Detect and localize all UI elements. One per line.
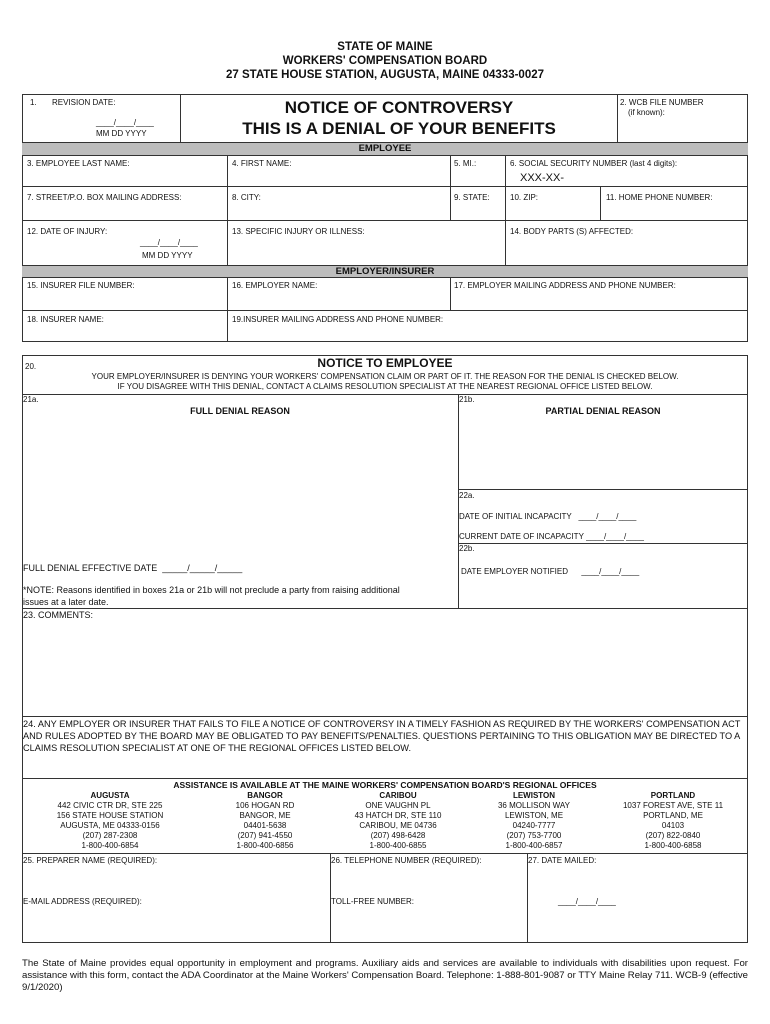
insurer-address-field[interactable]: 19.INSURER MAILING ADDRESS AND PHONE NUMBER: (232, 315, 444, 324)
office-bangor: BANGOR 106 HOGAN RD BANGOR, ME 04401-5638 (207) 941-4550 1-800-400-6856 (235, 791, 295, 850)
revision-num: 1. (30, 98, 37, 107)
full-denial-effective-label[interactable]: FULL DENIAL EFFECTIVE DATE _____/_____/_____ (23, 563, 243, 573)
comments-field[interactable]: 23. COMMENTS: (23, 610, 94, 620)
date-of-injury-field[interactable]: 12. DATE OF INJURY: (27, 227, 108, 236)
employee-last-name-field[interactable]: 3. EMPLOYEE LAST NAME: (27, 159, 130, 168)
home-phone-field[interactable]: 11. HOME PHONE NUMBER: (606, 193, 713, 202)
date-of-injury-format: MM DD YYYY (142, 251, 193, 260)
header-line-2: WORKERS' COMPENSATION BOARD (282, 55, 488, 67)
current-incapacity-field[interactable]: CURRENT DATE OF INCAPACITY ____/____/____ (459, 532, 644, 541)
assistance-title: ASSISTANCE IS AVAILABLE AT THE MAINE WORKERS' COMPENSATION BOARD'S REGIONAL OFFICES (173, 780, 597, 790)
note-line-2: issues at a later date. (23, 597, 109, 607)
full-denial-num: 21a. (23, 395, 39, 404)
employer-section-title: EMPLOYER/INSURER (22, 265, 748, 278)
footer-statement: The State of Maine provides equal opportunity in employment and programs. Auxiliary aids and services are available to individuals with disabilities upon request. For assistance with this form, contact the ADA Coordinator at the Maine Workers' Compensation Board. Telephone: 1-888-801-9087 or TTY Maine Relay 711. WCB-9 (effective 9/1/2020) (22, 958, 748, 993)
full-denial-reason-area[interactable] (30, 420, 450, 555)
obligation-statement: 24. ANY EMPLOYER OR INSURER THAT FAILS TO FILE A NOTICE OF CONTROVERSY IN A TIMELY FASHION AS REQUIRED BY THE WORKERS' COMPENSATION ACT AND RULES ADOPTED BY THE BOARD MAY BE OBLIGATED TO PAY BENEFITS/PENALTIES. QUESTIONS PERTAINING TO THIS OBLIGATION MAY BE DIRECTED TO A CLAIMS RESOLUTION SPECIALIST AT ONE OF THE REGIONAL OFFICES LISTED BELOW. (23, 719, 741, 753)
city-field[interactable]: 8. CITY: (232, 193, 261, 202)
revision-date-label: REVISION DATE: (52, 98, 116, 107)
email-address-field[interactable]: E-MAIL ADDRESS (REQUIRED): (23, 897, 142, 906)
partial-denial-num: 21b. (459, 395, 475, 404)
field-22a-num: 22a. (459, 491, 475, 500)
employer-notified-field[interactable]: DATE EMPLOYER NOTIFIED ____/____/____ (461, 567, 640, 576)
revision-date-format: MM DD YYYY (96, 129, 147, 138)
employee-section-title: EMPLOYEE (22, 142, 748, 156)
wcb-file-number-sub[interactable]: (if known): (628, 108, 665, 117)
notice-title: NOTICE TO EMPLOYEE (317, 356, 453, 370)
preparer-name-field[interactable]: 25. PREPARER NAME (REQUIRED): (23, 856, 158, 865)
notice-num: 20. (25, 362, 37, 371)
insurer-file-number-field[interactable]: 15. INSURER FILE NUMBER: (27, 281, 135, 290)
office-caribou: CARIBOU ONE VAUGHN PL 43 HATCH DR, STE 110 CARIBOU, ME 04736 (207) 498-6428 1-800-400-6855 (354, 791, 442, 850)
ssn-prefix: XXX-XX- (520, 172, 565, 184)
notice-line-1: YOUR EMPLOYER/INSURER IS DENYING YOUR WORKERS' COMPENSATION CLAIM OR PART OF IT. THE REASON FOR THE DENIAL IS CHECKED BELOW. (91, 372, 679, 381)
office-augusta: AUGUSTA 442 CIVIC CTR DR, STE 225 156 STATE HOUSE STATION AUGUSTA, ME 04333-0156 (207) 287-2308 1-800-400-6854 (56, 791, 164, 850)
office-lewiston: LEWISTON 36 MOLLISON WAY LEWISTON, ME 04240-7777 (207) 753-7700 1-800-400-6857 (497, 791, 571, 850)
initial-incapacity-field[interactable]: DATE OF INITIAL INCAPACITY ____/____/____ (459, 512, 637, 521)
note-line-1: *NOTE: Reasons identified in boxes 21a or 21b will not preclude a party from raising additional (23, 585, 400, 595)
toll-free-number-field[interactable]: TOLL-FREE NUMBER: (331, 897, 414, 906)
zip-field[interactable]: 10. ZIP: (510, 193, 539, 202)
office-portland: PORTLAND 1037 FOREST AVE, STE 11 PORTLAND, ME 04103 (207) 822-0840 1-800-400-6858 (622, 791, 724, 850)
street-address-field[interactable]: 7. STREET/P.O. BOX MAILING ADDRESS: (27, 193, 182, 202)
partial-denial-title: PARTIAL DENIAL REASON (545, 406, 661, 416)
partial-denial-reason-area[interactable] (462, 420, 742, 488)
notice-line-2: IF YOU DISAGREE WITH THIS DENIAL, CONTACT A CLAIMS RESOLUTION SPECIALIST AT THE NEAREST REGIONAL OFFICE LISTED BELOW. (117, 382, 653, 391)
wcb-file-number-label: 2. WCB FILE NUMBER (620, 98, 704, 107)
header-line-3: 27 STATE HOUSE STATION, AUGUSTA, MAINE 04333-0027 (225, 69, 545, 81)
date-of-injury-input[interactable]: ____/____/____ (140, 238, 198, 247)
form-title-line-2: THIS IS A DENIAL OF YOUR BENEFITS (242, 119, 556, 138)
specific-injury-field[interactable]: 13. SPECIFIC INJURY OR ILLNESS: (232, 227, 365, 236)
revision-date-input[interactable]: ____/____/____ (96, 118, 154, 127)
field-22b-num: 22b. (459, 544, 475, 553)
state-field[interactable]: 9. STATE: (454, 193, 490, 202)
first-name-field[interactable]: 4. FIRST NAME: (232, 159, 292, 168)
middle-initial-field[interactable]: 5. MI.: (454, 159, 477, 168)
employer-name-field[interactable]: 16. EMPLOYER NAME: (232, 281, 318, 290)
employer-address-field[interactable]: 17. EMPLOYER MAILING ADDRESS AND PHONE NUMBER: (454, 281, 676, 290)
insurer-name-field[interactable]: 18. INSURER NAME: (27, 315, 104, 324)
full-denial-title: FULL DENIAL REASON (190, 406, 290, 416)
telephone-number-field[interactable]: 26. TELEPHONE NUMBER (REQUIRED): (331, 856, 482, 865)
ssn-field[interactable]: 6. SOCIAL SECURITY NUMBER (last 4 digits): (510, 159, 678, 168)
header-line-1: STATE OF MAINE (337, 41, 433, 53)
form-title-line-1: NOTICE OF CONTROVERSY (284, 98, 514, 117)
body-parts-field[interactable]: 14. BODY PARTS (S) AFFECTED: (510, 227, 634, 236)
full-denial-effective-input[interactable]: _____/_____/_____ (162, 563, 243, 573)
date-mailed-input[interactable]: ____/____/____ (558, 897, 616, 906)
date-mailed-field[interactable]: 27. DATE MAILED: (528, 856, 597, 865)
